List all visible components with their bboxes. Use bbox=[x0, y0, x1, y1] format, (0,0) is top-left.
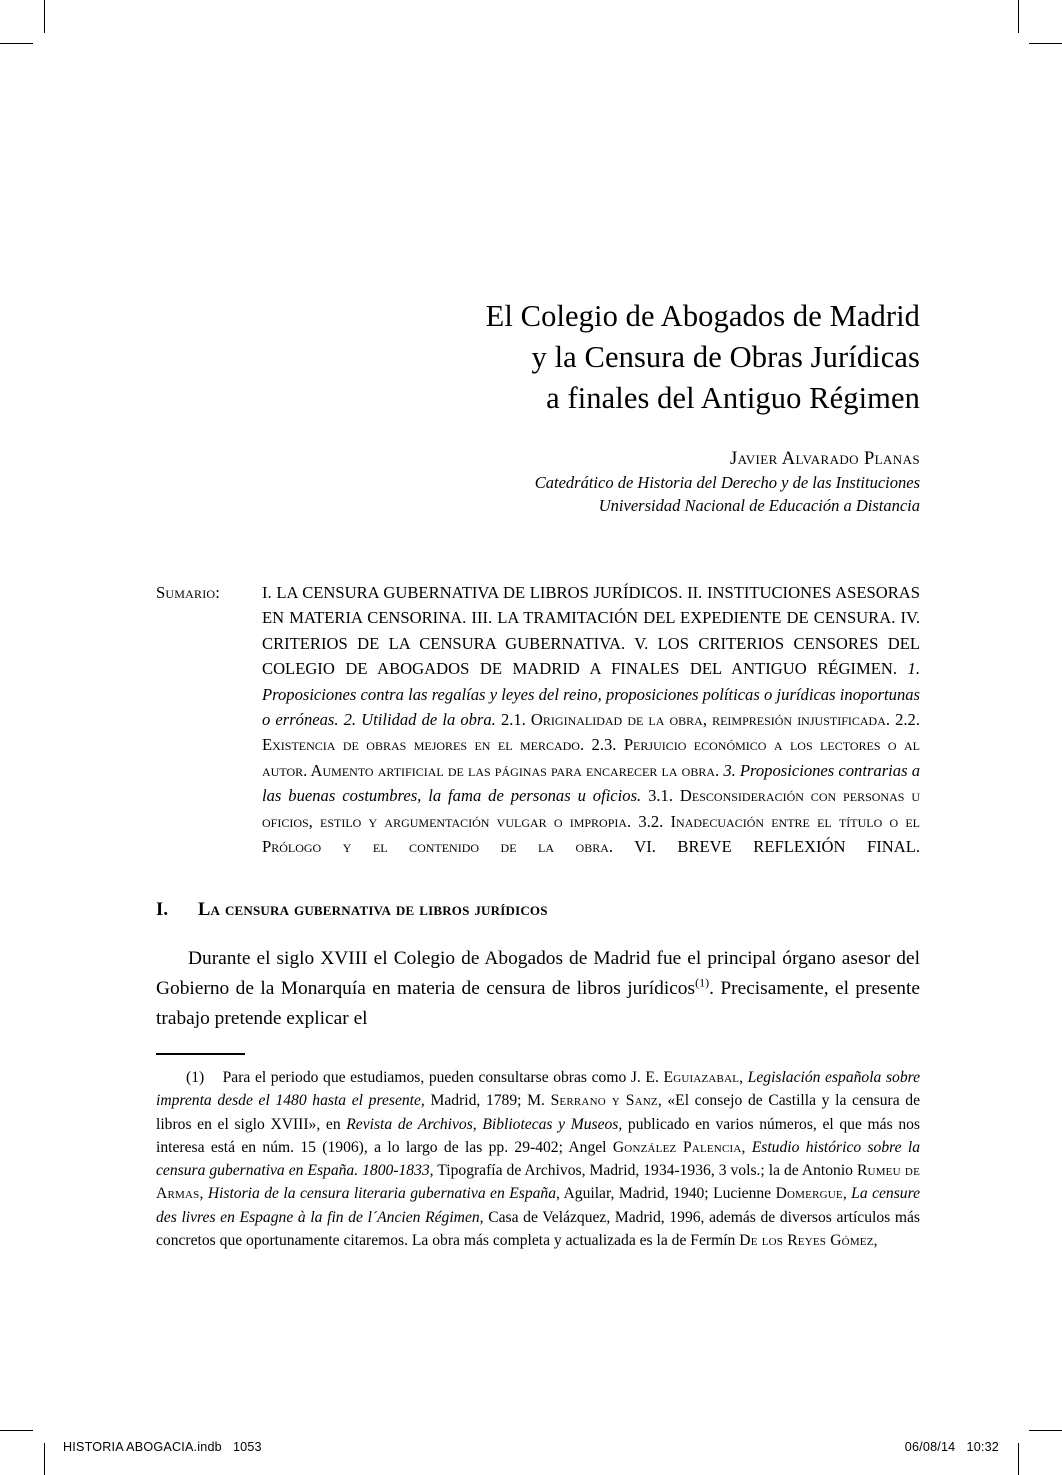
footnote-seg-9: Aguilar, Madrid, 1940; Lucienne bbox=[559, 1185, 776, 1203]
author-block bbox=[150, 447, 920, 517]
article-title bbox=[150, 296, 920, 419]
body-text-before-marker: Durante el siglo XVIII el Colegio de Abogados de Madrid fue el principal órgano asesor del Gobierno de la Monarquía en materia de censura de libros jurídicos bbox=[156, 948, 920, 1000]
crop-mark-bottom-right-vertical bbox=[1018, 1443, 1019, 1475]
footer-timestamp: 06/08/14 10:32 bbox=[904, 1440, 999, 1454]
section-number: I. bbox=[156, 900, 169, 920]
footnote-seg-12: , bbox=[873, 1232, 878, 1250]
footnote-title-1: Legislación española sobre imprenta desde el 1480 hasta el presente, bbox=[156, 1069, 921, 1110]
footnote-seg-8: , bbox=[199, 1185, 208, 1203]
article-title-line-2: y la Censura de Obras Jurídicas bbox=[531, 340, 920, 374]
footnote-title-3: Estudio histórico sobre la censura gubernativa en España. 1800-1833, bbox=[156, 1138, 921, 1180]
footnote-author-serrano-y-sanz: Serrano y Sanz bbox=[550, 1092, 658, 1110]
body-text-after-marker: . Precisamente, el presente trabajo pretende explicar el bbox=[156, 978, 920, 1030]
sumario-part-3: 3.1. Desconsideración con personas u oficios, estilo y argumentación vulgar o impropia. 3.2. Inadecuación entre el título o el Prólogo y el contenido de la obra. VI. BREVE REFLEXIÓN FINAL. bbox=[262, 786, 920, 857]
footnote-title-4: Historia de la censura literaria gubernativa en España, bbox=[207, 1185, 560, 1203]
crop-mark-bottom-right-horizontal bbox=[1029, 1430, 1062, 1431]
footnote-seg-4: , «El consejo de Castilla y la censura de libros en el siglo XVIII», en bbox=[156, 1092, 921, 1133]
crop-mark-bottom-left-vertical bbox=[44, 1443, 45, 1475]
body-paragraph bbox=[156, 944, 920, 1035]
footnote-number: (1) bbox=[186, 1069, 205, 1086]
footnote-author-domergue: Domergue bbox=[775, 1185, 843, 1203]
footnote-author-gonzalez-palencia: González Palencia bbox=[612, 1138, 742, 1156]
footnote-title-5: La censure des livres en Espagne à la fin de l´Ancien Régimen, bbox=[156, 1185, 921, 1226]
crop-mark-top-left-vertical bbox=[44, 0, 45, 33]
sumario-part-1: I. LA CENSURA GUBERNATIVA DE LIBROS JURÍDICOS. II. INSTITUCIONES ASESORAS EN MATERIA CENSORINA. III. LA TRAMITACIÓN DEL EXPEDIENTE DE CENSURA. IV. CRITERIOS DE LA CENSURA GUBERNATIVA. V. LOS CRITERIOS CENSORES DEL COLEGIO DE ABOGADOS DE MADRID A FINALES DEL ANTIGUO RÉGIMEN. bbox=[262, 583, 920, 679]
footnote-seg-5: publicado en varios números, el que más nos interesa está en núm. 15 (1906), a lo largo de las pp. 29-402; Angel bbox=[156, 1115, 920, 1156]
sumario-label: Sumario: bbox=[156, 583, 221, 602]
footnote-separator-rule bbox=[156, 1053, 245, 1055]
section-heading-text: La censura gubernativa de libros jurídicos bbox=[198, 900, 548, 920]
footnote-seg-11: Casa de Velázquez, Madrid, 1996, además de diversos artículos más concretos que oportunamente citaremos. La obra más completa y actualizada es la de Fermín bbox=[156, 1208, 920, 1250]
footnote-seg-2: , bbox=[739, 1069, 748, 1086]
crop-mark-top-right-vertical bbox=[1018, 0, 1019, 33]
footer-file-and-page: HISTORIA ABOGACIA.indb 1053 bbox=[63, 1440, 262, 1454]
sumario-part-2: 2.1. Originalidad de la obra, reimpresión injustificada. 2.2. Existencia de obras mejores en el mercado. 2.3. Perjuicio económico a los lectores o al autor. Aumento artificial de las páginas para encarecer la obra. bbox=[262, 710, 920, 780]
footnote-author-de-los-reyes-gomez: De los Reyes Gómez bbox=[739, 1232, 874, 1250]
author-name: Javier Alvarado Planas bbox=[730, 449, 920, 469]
article-title-line-3: a finales del Antiguo Régimen bbox=[546, 381, 920, 415]
footnote-seg-1: Para el periodo que estudiamos, pueden consultarse obras como J. E. bbox=[222, 1069, 664, 1086]
sumario-italic-1: 1. Proposiciones contra las regalías y leyes del reino, proposiciones políticas o jurídicas inoportunas o erróneas. 2. Utilidad de la obra. bbox=[262, 659, 920, 730]
footnote-seg-10: , bbox=[842, 1185, 852, 1203]
sumario-text bbox=[262, 580, 920, 859]
article-title-line-1: El Colegio de Abogados de Madrid bbox=[485, 299, 920, 333]
sumario-italic-2: 3. Proposiciones contrarias a las buenas costumbres, la fama de personas u oficios. bbox=[262, 760, 920, 806]
author-affiliation-line-2: Universidad Nacional de Educación a Distancia bbox=[598, 495, 920, 515]
footnote-seg-7: Tipografía de Archivos, Madrid, 1934-1936, 3 vols.; la de Antonio bbox=[433, 1162, 857, 1180]
crop-mark-top-left-horizontal bbox=[0, 43, 33, 44]
crop-mark-top-right-horizontal bbox=[1029, 43, 1062, 44]
footnote-seg-6: , bbox=[741, 1138, 752, 1156]
sumario-block bbox=[156, 580, 920, 859]
section-heading bbox=[156, 900, 920, 921]
footnote-title-2: Revista de Archivos, Bibliotecas y Museos, bbox=[346, 1115, 623, 1133]
footnote-reference-marker[interactable]: (1) bbox=[695, 975, 710, 990]
footnote-author-eguiazabal: Eguiazabal bbox=[663, 1069, 740, 1086]
footnote-1 bbox=[156, 1066, 920, 1252]
author-affiliation-line-1: Catedrático de Historia del Derecho y de las Instituciones bbox=[534, 473, 920, 492]
footnote-seg-3: Madrid, 1789; M. bbox=[424, 1092, 551, 1110]
crop-mark-bottom-left-horizontal bbox=[0, 1430, 33, 1431]
footnote-author-rumeu-de-armas: Rumeu de Armas bbox=[156, 1162, 920, 1203]
